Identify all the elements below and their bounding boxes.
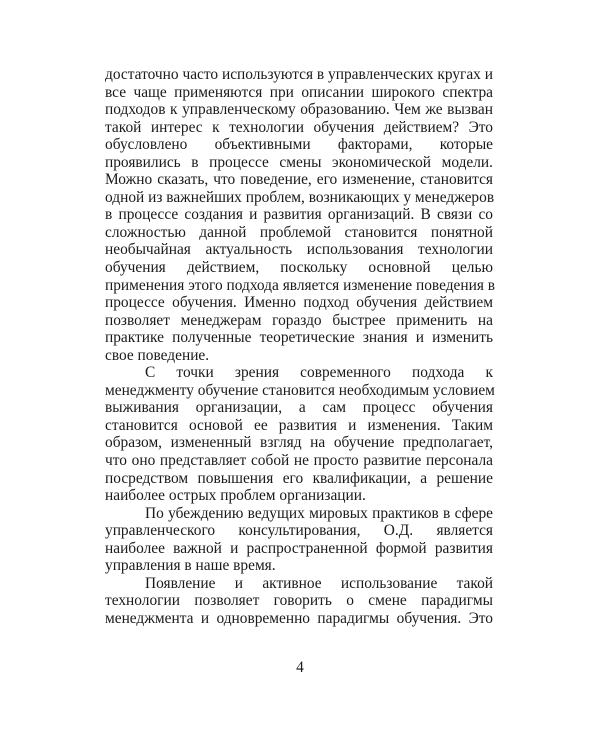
text-line: достаточно часто используются в управленческих кругах и [105, 66, 493, 83]
text-line: такой интерес к технологии обучения действием? Это [105, 118, 493, 136]
page-body [105, 66, 496, 628]
text-line: технологии позволяет говорить о смене парадигмы [105, 592, 493, 610]
text-line: что оно представляет собой не просто развитие персонала [105, 452, 493, 470]
text-line: проявились в процессе смены экономической модели. [105, 153, 493, 171]
text-line: практике полученные теоретические знания и изменить [105, 329, 493, 347]
text-line: С точки зрения современного подхода к [145, 364, 493, 382]
text-line: позволяет менеджерам гораздо быстрее применить на [105, 311, 493, 329]
paragraph-1 [105, 66, 496, 364]
text-line: в процессе создания и развития организаций. В связи со [105, 206, 493, 224]
text-line: сложностью данной проблемой становится понятной [105, 223, 493, 241]
text-line: посредством повышения его квалификации, а решение [105, 469, 493, 487]
text-line: применения этого подхода является изменение поведения в [105, 276, 496, 294]
text-line: обучения действием, поскольку основной целью [105, 259, 493, 277]
paragraph-4 [105, 575, 493, 628]
text-line: Появление и активное использование такой [145, 574, 493, 592]
text-line: одной из важнейших проблем, возникающих у менеджеров [105, 188, 495, 206]
text-line: управления в наше время. [105, 557, 276, 575]
paragraph-3 [105, 505, 493, 575]
page-number: 4 [296, 659, 304, 676]
paragraph-2 [105, 364, 493, 504]
text-line: становится основой ее развития и изменения. Таким [105, 416, 493, 434]
text-line: обусловлено объективными факторами, которые [105, 136, 493, 154]
text-line: выживания организации, а сам процесс обучения [105, 399, 493, 417]
text-line: наиболее важной и распространенной формой развития [105, 539, 493, 557]
text-line: образом, измененный взгляд на обучение предполагает, [105, 434, 493, 452]
text-line: управленческого консультирования, О.Д. является [105, 522, 493, 540]
text-line: все чаще применяются при описании широкого спектра [105, 83, 493, 101]
text-line: Можно сказать, что поведение, его изменение, становится [105, 171, 493, 189]
text-line: подходов к управленческому образованию. Чем же вызван [105, 101, 493, 119]
text-line: По убеждению ведущих мировых практиков в сфере [145, 504, 493, 522]
text-line: менеджмента и одновременно парадигмы обучения. Это [105, 609, 493, 627]
text-line: наиболее острых проблем организации. [105, 487, 366, 505]
text-line: свое поведение. [105, 346, 210, 364]
text-line: менеджменту обучение становится необходимым условием [105, 381, 495, 399]
text-line: процессе обучения. Именно подход обучения действием [105, 294, 493, 312]
text-line: необычайная актуальность использования технологии [105, 241, 493, 259]
